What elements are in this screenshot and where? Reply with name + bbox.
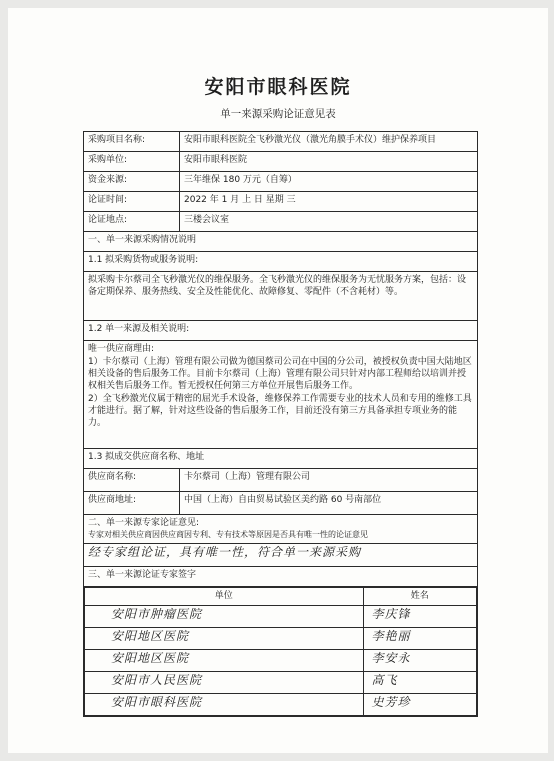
reason-paragraph-1: 1）卡尔蔡司（上海）管理有限公司做为德国蔡司公司在中国的分公司，被授权负责中国大陆地区相关设备的售后服务工作。目前卡尔蔡司（上海）管理有限公司只针对内部工程师给以培训并授权相关售后服务工作。暂无授权任何第三方单位开展售后服务工作。 <box>88 357 472 391</box>
reason-paragraph-2: 2）全飞秒激光仪属于精密的屈光手术设备，维修保养工作需要专业的技术人员和专用的维修工具才能进行。据了解，针对这些设备的售后服务工作，目前还没有第三方具备承担专项业务的能力。 <box>88 394 472 428</box>
supplier-name-label: 供应商名称: <box>84 469 180 492</box>
section1-1-text: 拟采购卡尔蔡司全飞秒激光仪的维保服务。全飞秒激光仪的维保服务为无忧服务方案，包括：设备定期保养、服务热线、安全及性能优化、故障修复、零配件（不含耗材）等。 <box>84 272 478 321</box>
supplier-name-row <box>84 469 478 492</box>
field-row-project <box>84 132 478 152</box>
signature-row <box>85 606 477 628</box>
supplier-address-row <box>84 492 478 515</box>
signature-table <box>84 587 477 716</box>
unit-column-header: 单位 <box>85 588 364 606</box>
field-value: 三年维保 180 万元（自筹） <box>180 172 478 192</box>
supplier-name-value: 卡尔蔡司（上海）管理有限公司 <box>180 469 478 492</box>
signature-row <box>85 650 477 672</box>
field-row-purchaser <box>84 152 478 172</box>
section1-1-body <box>84 272 478 321</box>
signature-name: 李安永 <box>363 650 476 672</box>
signature-row <box>85 628 477 650</box>
section1-3-heading: 1.3 拟成交供应商名称、地址 <box>84 449 478 469</box>
section1-2-heading: 1.2 单一来源及相关说明: <box>84 321 478 341</box>
signature-name: 史芳珍 <box>363 694 476 716</box>
field-label: 采购单位: <box>84 152 180 172</box>
section3-heading: 三、单一来源论证专家签字 <box>84 567 478 587</box>
field-row-funding <box>84 172 478 192</box>
section2-header <box>84 515 478 544</box>
section2-note: 专家对相关供应商因供应商因专利、专有技术等原因是否具有唯一性的论证意见 <box>88 530 368 539</box>
field-value: 安阳市眼科医院 <box>180 152 478 172</box>
field-label: 资金来源: <box>84 172 180 192</box>
expert-opinion-handwritten: 经专家组论证，具有唯一性，符合单一来源采购 <box>84 544 478 567</box>
section1-2-header <box>84 321 478 341</box>
reason-intro: 唯一供应商理由: <box>88 344 155 354</box>
document-subtitle: 单一来源采购论证意见表 <box>220 108 336 120</box>
document-page <box>8 8 548 753</box>
signature-area <box>84 587 478 717</box>
section1-2-body <box>84 341 478 449</box>
supplier-address-label: 供应商地址: <box>84 492 180 515</box>
name-column-header: 姓名 <box>363 588 476 606</box>
signature-unit: 安阳地区医院 <box>85 650 364 672</box>
section1-heading: 一、单一来源采购情况说明 <box>84 232 478 252</box>
field-label: 采购项目名称: <box>84 132 180 152</box>
field-value: 三楼会议室 <box>180 212 478 232</box>
supplier-address-value: 中国（上海）自由贸易试验区美约路 60 号南部位 <box>180 492 478 515</box>
signature-unit: 安阳地区医院 <box>85 628 364 650</box>
signature-unit: 安阳市人民医院 <box>85 672 364 694</box>
signature-unit: 安阳市肿瘤医院 <box>85 606 364 628</box>
signature-row <box>85 672 477 694</box>
signature-name: 李庆锋 <box>363 606 476 628</box>
field-label: 论证地点: <box>84 212 180 232</box>
section2-body <box>84 544 478 567</box>
field-label: 论证时间: <box>84 192 180 212</box>
field-value: 2022 年 1 月 上 日 星期 三 <box>180 192 478 212</box>
signature-row <box>85 694 477 716</box>
signature-unit: 安阳市眼科医院 <box>85 694 364 716</box>
field-row-location <box>84 212 478 232</box>
section1-1-header <box>84 252 478 272</box>
signature-name: 李艳丽 <box>363 628 476 650</box>
signature-column-headers <box>85 588 477 606</box>
section1-1-heading: 1.1 拟采购货物或服务说明: <box>84 252 478 272</box>
argument-form-table <box>83 131 478 717</box>
section3-header <box>84 567 478 587</box>
section2-heading: 二、单一来源专家论证意见: <box>88 518 200 528</box>
section1-3-header <box>84 449 478 469</box>
field-value: 安阳市眼科医院全飞秒激光仪（激光角膜手术仪）维护保养项目 <box>180 132 478 152</box>
section1-header <box>84 232 478 252</box>
field-row-time <box>84 192 478 212</box>
document-title: 安阳市眼科医院 <box>204 76 352 98</box>
signature-name: 高飞 <box>363 672 476 694</box>
